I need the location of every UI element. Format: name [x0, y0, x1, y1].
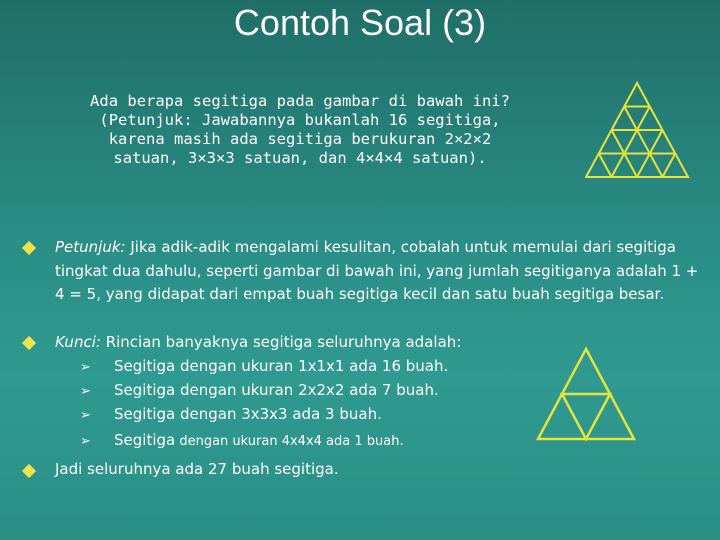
arrow-bullet-icon: ➢: [80, 434, 91, 449]
key-label: Kunci:: [55, 333, 101, 351]
hint-text: Jika adik-adik mengalami kesulitan, cobalah untuk memulai dari segitiga tingkat dua dahulu, seperti gambar di bawah ini, yang jumlah segitiganya adalah 1 + 4 = 5, yang didapat dari empat buah segitiga kecil dan satu buah segitiga besar.: [55, 238, 699, 303]
arrow-bullet-icon: ➢: [80, 384, 91, 399]
list-item: [80, 357, 448, 375]
question-line: (Petunjuk: Jawabannya bukanlah 16 segitiga,: [99, 111, 501, 129]
arrow-bullet-icon: ➢: [80, 360, 91, 375]
list-item-suffix: dengan ukuran 4x4x4 ada 1 buah.: [175, 434, 404, 449]
diamond-bullet-icon: [22, 241, 36, 255]
list-item-prefix: Segitiga: [114, 431, 176, 449]
list-item: [80, 431, 404, 449]
question-line: karena masih ada segitiga berukuran 2×2×2: [108, 130, 492, 148]
diamond-bullet-icon: [22, 464, 36, 478]
hint-label: Petunjuk:: [55, 238, 126, 256]
list-item-text: Segitiga dengan ukuran 2x2x2 ada 7 buah.: [114, 381, 439, 399]
small-triangle-figure: [534, 345, 639, 445]
slide-title: Contoh Soal (3): [233, 2, 487, 43]
diamond-bullet-icon: [22, 336, 36, 350]
conclusion-text: Jadi seluruhnya ada 27 buah segitiga.: [55, 460, 339, 478]
big-triangle-figure: [585, 81, 695, 181]
list-item: [80, 381, 439, 399]
list-item: [80, 405, 382, 423]
question-text: [20, 92, 580, 168]
hint-paragraph: [55, 236, 710, 307]
list-item-text: Segitiga dengan ukuran 1x1x1 ada 16 buah.: [114, 357, 449, 375]
key-text: Rincian banyaknya segitiga seluruhnya adalah:: [100, 333, 462, 351]
question-line: Ada berapa segitiga pada gambar di bawah ini?: [90, 92, 510, 110]
question-line: satuan, 3×3×3 satuan, dan 4×4×4 satuan).: [113, 149, 487, 167]
arrow-bullet-icon: ➢: [80, 408, 91, 423]
list-item-text: Segitiga dengan 3x3x3 ada 3 buah.: [114, 405, 382, 423]
